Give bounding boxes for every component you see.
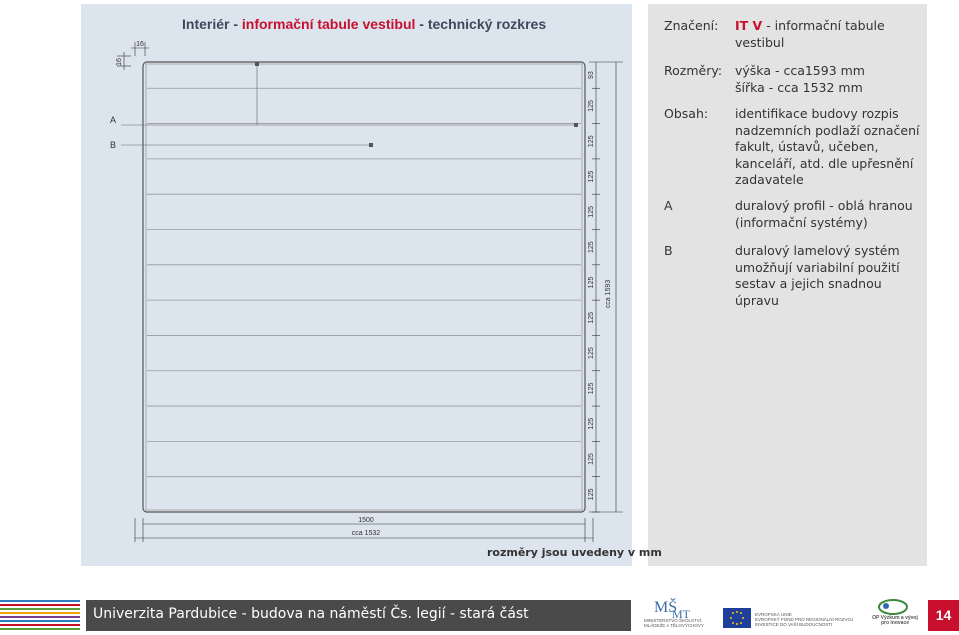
width-total-label: cca 1532 — [351, 530, 381, 537]
msmt-logo-mark — [652, 596, 700, 618]
vertical-dim-label: 125 — [588, 311, 595, 324]
b-text: duralový lamelový systém umožňují variabilní použití sestav a jejich snadnou úpravu — [735, 243, 900, 308]
footer-stripes — [0, 600, 80, 632]
vertical-dim-labels — [588, 71, 595, 500]
vertical-dim-label: 125 — [588, 417, 595, 430]
lamella-lines — [147, 88, 581, 476]
vertical-dim-label: 125 — [588, 382, 595, 395]
code-rest: - informační tabule vestibul — [735, 18, 885, 50]
a-text: duralový profil - oblá hranou (informační systémy) — [735, 198, 913, 230]
label-a: A — [664, 198, 673, 213]
svg-text:MT: MT — [672, 607, 690, 618]
eu-flag-icon — [723, 608, 751, 628]
code-bold: IT V — [735, 18, 763, 33]
dim-top-label: 16 — [136, 41, 144, 48]
page-number: 14 — [928, 600, 959, 631]
vertical-dim-label: 125 — [588, 276, 595, 289]
technical-drawing — [81, 4, 632, 566]
board-inner-frame — [146, 64, 582, 510]
width-inner-label: 1500 — [358, 517, 374, 524]
label-content: Obsah: — [664, 106, 709, 121]
eu-text: EVROPSKÁ UNIE EVROPSKÝ FOND PRO REGIONÁLNÍ ROZVOJ INVESTICE DO VAŠÍ BUDOUCNOSTI — [755, 612, 854, 627]
board-outer-frame — [143, 62, 585, 512]
label-code: Značení: — [664, 18, 719, 33]
content-text: identifikace budovy rozpis nadzemních podlaží označení fakult, ústavů, učeben, kanceláří, atd. dle upřesnění zadavatele — [735, 106, 920, 187]
vertical-dim-label: 125 — [588, 100, 595, 112]
dims-height: výška - cca1593 mm — [735, 63, 865, 78]
vertical-dim-label: 125 — [588, 206, 595, 218]
svg-text:MŠ: MŠ — [654, 599, 678, 616]
code-value — [735, 18, 920, 51]
label-dims: Rozměry: — [664, 63, 723, 78]
drawing-label-b: B — [110, 140, 117, 150]
vertical-dim-label: 125 — [588, 135, 595, 148]
marker-top — [255, 62, 259, 66]
title-part3: - technický rozkres — [415, 16, 547, 32]
vertical-dim-label: 125 — [588, 488, 595, 501]
dims-value — [735, 63, 920, 96]
footer-title: Univerzita Pardubice - budova na náměstí Čs. legií - stará část — [93, 606, 529, 622]
vertical-dim-label: 125 — [588, 347, 595, 359]
units-note: rozměry jsou uvedeny v mm — [487, 546, 662, 559]
total-height-label: cca 1593 — [605, 279, 612, 309]
msmt-text: MINISTERSTVO ŠKOLSTVÍ, MLÁDEŽE A TĚLOVÝCHOVY — [644, 618, 704, 628]
op-vavpi-logo — [868, 596, 918, 630]
title-part2: informační tabule vestibul — [241, 16, 416, 32]
msmt-logo — [644, 596, 704, 630]
dim-side-label: 16 — [116, 58, 123, 66]
title-part1: Interiér - — [182, 16, 242, 32]
marker-a — [574, 123, 578, 127]
vertical-dim-label: 125 — [588, 170, 595, 183]
leader-lines — [121, 64, 576, 145]
vertical-dim-label: 93 — [588, 71, 595, 80]
vertical-dim-label: 125 — [588, 241, 595, 254]
op-text: OP Výzkum a vývoj pro inovace — [872, 615, 918, 626]
label-b: B — [664, 243, 673, 258]
dims-width: šířka - cca 1532 mm — [735, 79, 863, 95]
op-globe-icon — [868, 596, 918, 616]
drawing-label-a: A — [110, 115, 117, 125]
marker-b — [369, 143, 373, 147]
vertical-dim-label: 125 — [588, 453, 595, 465]
